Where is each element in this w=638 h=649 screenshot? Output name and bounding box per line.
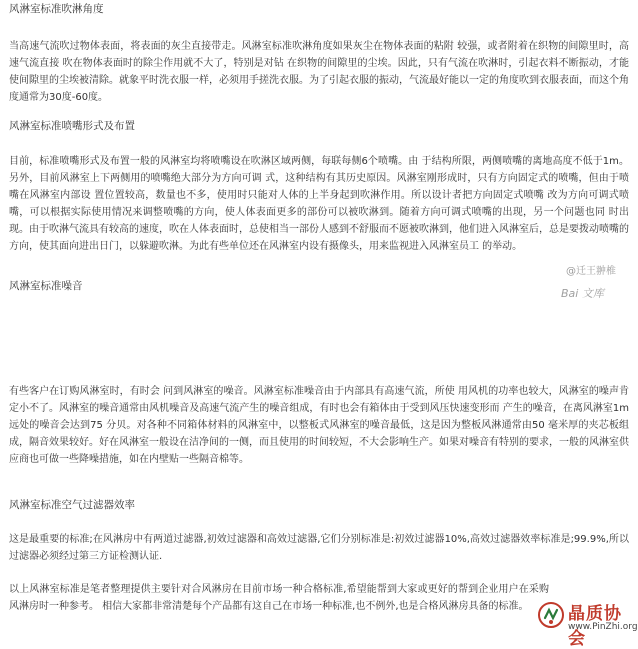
section-heading-filter: 风淋室标准空气过滤器效率 [9,499,135,511]
pinzhi-logo-icon [537,601,565,629]
baidu-wenku-watermark: Bai 文库 [561,287,604,300]
section-heading-nozzle: 风淋室标准喷嘴形式及布置 [9,120,135,132]
paragraph-nozzle: 目前，标准喷嘴形式及布置一般的风淋室均将喷嘴设在吹淋区域两侧，每联每侧6个喷嘴。由 于结构所限，两侧喷嘴的离地高度不低于1m。另外，目前风淋室上下两侧用的喷嘴绝大部分为方向可调 式，这种结构有其历史原因。风淋室刚形成时，只有方向固定式的喷嘴，但由于喷嘴在风淋室内部设 置位置较高，数量也不多，使用时只能对人体的上半身起到吹淋作用。所以设计者把方向固定式喷嘴 改为方向可调式喷嘴，可以根据实际使用情况来调整喷嘴的方向，使人体表面更多的部份可以被吹淋到。随着方向可调式喷嘴的出现，另一个问题也同 时出现。由于吹淋气流具有较高的速度，吹在人体表面时，总使相当一部份人感到不舒服而不愿被吹淋到，他们进入风淋室后，总是要拨动喷嘴的方向，使其面向进出日门，以躲避吹淋。为此有些单位还在风淋室内设有摄像头，用来监视进入风淋室员工 的举动。 [9,156,629,252]
section-heading-angle: 风淋室标准吹淋角度 [9,3,104,15]
paragraph-summary: 以上风淋室标准是笔者整理提供主要针对合风淋房在目前市场一种合格标准,希望能帮到大家或更好的帮到企业用户在采购风淋房时一种参考。 相信大家都非常清楚每个产品都有这自己在市场一种标准,也不例外,也是合格风淋房具备的标准。 [9,584,549,612]
site-logo[interactable] [535,597,638,649]
paragraph-filter: 这是最重要的标准;在风淋房中有两道过滤器,初效过滤器和高效过滤器,它们分别标准是:初效过滤器10%,高效过滤器效率标准是;99.9%,所以过滤器必须经过第三方证检测认证. [9,534,629,562]
page-break-gap [0,275,638,378]
site-logo-url: www.PinZhi.org [568,622,638,632]
author-watermark: @迁王翀椎 [566,266,616,277]
paragraph-noise: 有些客户在订购风淋室时，有时会 问到风淋室的噪音。风淋室标准噪音由于内部具有高速气流，所使 用风机的功率也较大，风淋室的噪声肯定小不了。风淋室的噪音通常由风机噪音及高速气流产生的噪音组成，有时也会有箱体由于受到风压快速变形而 产生的噪音，在离风淋室1m远处的噪音会达到75 分贝。对各种不同箱体材料的风淋室中，以整板式风淋室的噪音最低，这是因为整板风淋通常由50 毫米厚的夹芯板组成，隔音效果较好。好在风淋室一般设在洁净间的一侧，而且使用的时间较短，不大会影响生产。如果对噪音有特别的要求，一般的风淋室供应商也可做一些降噪措施，如在内壁贴一些隔音棉等。 [9,386,629,465]
section-heading-noise: 风淋室标准噪音 [9,280,83,292]
paragraph-angle: 当高速气流吹过物体表面，将表面的灰尘直接带走。风淋室标准吹淋角度如果灰尘在物体表面的粘附 较强，或者附着在织物的间隙里时，高速气流直接 吹在物体表面时的除尘作用就不大了，特别是对钻 在织物的间隙里的尘埃。因此，只有气流在吹淋时，引起衣料不断振动，才能使间隙里的尘埃被清除。就象平时洗衣服一样，必须用手搓洗衣服。为了引起衣服的振动，气流最好能以一定的角度吹到衣服表面，而这个角度通常为30度-60度。 [9,41,629,103]
site-logo-name: 晶质协会 [568,604,622,649]
